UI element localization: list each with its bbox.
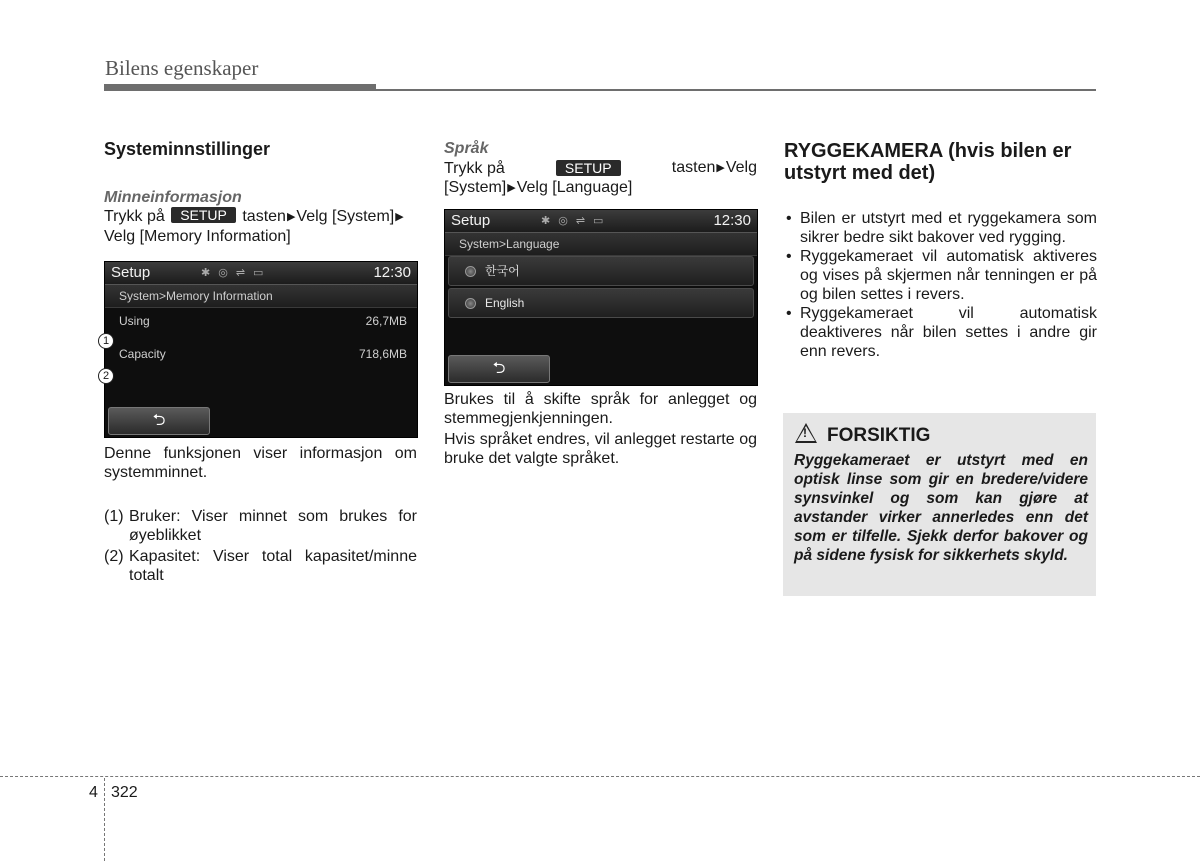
instruction-text: Velg	[725, 159, 757, 176]
row-value: 26,7MB	[365, 314, 407, 328]
list-text: Kapasitet: Viser total kapasitet/minne totalt	[129, 548, 417, 584]
back-button[interactable]	[108, 407, 210, 435]
disc-icon: ◎	[218, 267, 236, 279]
caution-text: Ryggekameraet er utstyrt med en optisk linse som gir en bredere/videre synsvinkel og som kan gjøre at avstander virker annerledes enn det som er tilfelle. Sjekk derfor bakover og på sidene fysisk for sikkerhets skyld.	[794, 452, 1088, 564]
footer-divider	[104, 778, 105, 861]
bluetooth-icon: ✱	[201, 267, 219, 279]
language-screen	[444, 209, 758, 386]
setup-key: SETUP	[556, 160, 621, 176]
instruction	[104, 207, 417, 227]
header-rule	[104, 89, 1096, 91]
bullet-item: • Ryggekameraet vil automatisk aktiveres og vises på skjermen når tenningen er på og bilen settes i revers.	[784, 247, 1097, 304]
middle-description	[444, 390, 757, 468]
right-column	[784, 140, 1097, 361]
list-item	[104, 507, 417, 545]
row-label: Using	[119, 314, 150, 328]
instruction-line-2: Velg [Memory Information]	[104, 228, 291, 245]
bullet-item: • Ryggekameraet vil automatisk deaktiveres når bilen settes i andre gir enn revers.	[784, 304, 1097, 361]
bluetooth-icon: ✱	[541, 215, 559, 227]
left-column	[104, 140, 417, 246]
row-label: Capacity	[119, 347, 166, 361]
bullet-list	[784, 209, 1097, 361]
setup-key: SETUP	[171, 207, 236, 223]
left-description	[104, 444, 417, 482]
section-heading: RYGGEKAMERA (hvis bilen er utstyrt med det)	[784, 140, 1072, 184]
screen-title: Setup	[451, 212, 491, 229]
instruction-text: Trykk på	[104, 208, 165, 225]
list-item	[104, 547, 417, 585]
description: Denne funksjonen viser informasjon om systemminnet.	[104, 445, 417, 481]
status-icons	[201, 266, 271, 279]
arrow-right-icon: ▶	[716, 162, 725, 174]
description: Hvis språket endres, vil anlegget restarte og bruke det valgte språket.	[444, 431, 757, 467]
status-icons	[541, 214, 611, 227]
screen-time: 12:30	[373, 264, 411, 281]
arrow-right-icon: ▶	[286, 211, 296, 223]
caution-title: FORSIKTIG	[827, 425, 931, 446]
arrow-right-icon: ▶	[395, 211, 404, 223]
instruction-text: tasten	[242, 208, 286, 225]
language-option-english[interactable]	[448, 288, 754, 318]
warning-exclamation: !	[803, 426, 807, 440]
page-number: 322	[111, 784, 138, 801]
list-text: Bruker: Viser minnet som brukes for øyeblikket	[129, 508, 417, 544]
instruction	[444, 158, 757, 178]
description: Brukes til å skifte språk for anlegget og stemmegjenkjenningen.	[444, 391, 757, 427]
aux-icon: ▭	[593, 215, 612, 227]
back-button[interactable]	[448, 355, 550, 383]
memory-row-capacity	[119, 347, 407, 361]
screen-breadcrumb: System>Memory Information	[105, 285, 417, 308]
screen-breadcrumb: System>Language	[445, 233, 757, 256]
option-label: English	[485, 296, 525, 310]
section-heading: Systeminnstillinger	[104, 139, 271, 159]
left-list	[104, 507, 417, 585]
screen-title: Setup	[111, 264, 151, 281]
footer-rule	[0, 776, 1200, 777]
option-label: 한국어	[485, 264, 520, 278]
instruction-text: Velg [Language]	[516, 179, 633, 196]
aux-icon: ▭	[253, 267, 272, 279]
usb-icon: ⇌	[575, 215, 594, 227]
disc-icon: ◎	[558, 215, 576, 227]
callout-1: 1	[98, 333, 114, 349]
screen-status-bar	[445, 210, 757, 233]
back-arrow-icon: ⮌	[492, 360, 506, 377]
radio-icon	[465, 298, 476, 309]
language-option-korean[interactable]	[448, 256, 754, 286]
memory-row-using	[119, 314, 407, 328]
memory-info-screen	[104, 261, 418, 438]
callout-2: 2	[98, 368, 114, 384]
radio-icon	[465, 266, 476, 277]
screen-time: 12:30	[713, 212, 751, 229]
list-number: (2)	[104, 548, 124, 565]
row-value: 718,6MB	[358, 347, 407, 361]
chapter-number: 4	[89, 784, 98, 801]
instruction-text: Trykk på	[444, 159, 505, 177]
instruction-text: [System]	[444, 179, 507, 196]
instruction-line-2	[444, 178, 757, 198]
instruction-text: Velg [System]	[296, 208, 395, 225]
arrow-right-icon: ▶	[507, 182, 516, 194]
running-header: Bilens egenskaper	[105, 56, 259, 80]
usb-icon: ⇌	[235, 267, 254, 279]
caution-box	[783, 413, 1096, 596]
instruction-text: tasten	[671, 159, 716, 176]
back-arrow-icon: ⮌	[152, 412, 166, 429]
screen-status-bar	[105, 262, 417, 285]
list-number: (1)	[104, 508, 124, 525]
subsection-heading: Minneinformasjon	[104, 189, 242, 206]
middle-column	[444, 139, 757, 198]
subsection-heading: Språk	[444, 140, 489, 157]
bullet-item: • Bilen er utstyrt med et ryggekamera som sikrer bedre sikt bakover ved rygging.	[784, 209, 1097, 247]
